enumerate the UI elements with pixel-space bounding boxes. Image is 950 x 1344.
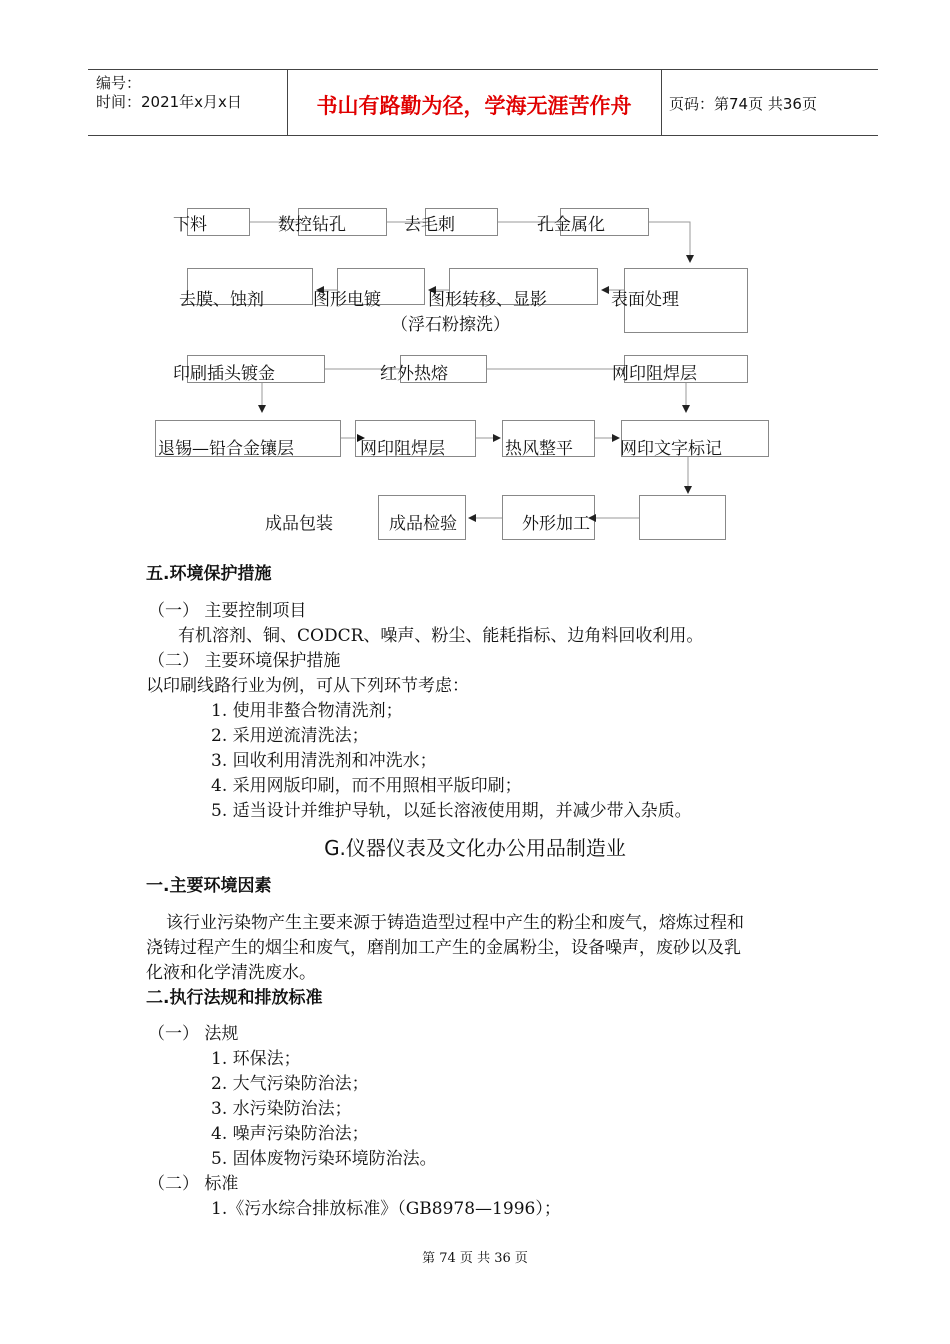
- flow-step-label: 网印阻焊层: [360, 439, 445, 459]
- flow-step-label: 去毛刺: [404, 215, 455, 235]
- flow-step-label: 印刷插头镀金: [173, 364, 275, 384]
- flow-step-label: 外形加工: [522, 514, 590, 534]
- subsection-heading: （二） 标准: [148, 1174, 239, 1194]
- list-item: 1. 使用非螯合物清洗剂；: [211, 701, 403, 721]
- flow-arrow: [649, 222, 690, 262]
- flow-step-label: 去膜、蚀剂: [179, 290, 264, 310]
- subsection-heading: （二） 主要环境保护措施: [148, 651, 341, 671]
- flow-step-label: 红外热熔: [380, 364, 448, 384]
- list-item: 5. 固体废物污染环境防治法。: [211, 1149, 437, 1169]
- list-item: 5. 适当设计并维护导轨，以延长溶液使用期，并减少带入杂质。: [211, 801, 692, 821]
- flow-step-label: 图形转移、显影: [428, 290, 547, 310]
- flow-step-label: 下料: [173, 215, 207, 235]
- paragraph-line: 浇铸过程产生的烟尘和废气，磨削加工产生的金属粉尘，设备噪声，废砂以及乳: [146, 938, 741, 958]
- list-item: 3. 回收利用清洗剂和冲洗水；: [211, 751, 437, 771]
- paragraph-line: 该行业污染物产生主要来源于铸造造型过程中产生的粉尘和废气，熔炼过程和: [166, 913, 744, 933]
- flow-step-label: 成品包装: [265, 514, 333, 534]
- list-item: 2. 采用逆流清洗法；: [211, 726, 369, 746]
- flow-step-label: 表面处理: [611, 290, 679, 310]
- flow-step-label: 孔金属化: [537, 215, 605, 235]
- section-heading: 一.主要环境因素: [146, 876, 272, 896]
- flow-step-label: 网印阻焊层: [612, 364, 697, 384]
- section-heading: 五.环境保护措施: [146, 564, 272, 584]
- flow-step-label: 网印文字标记: [620, 439, 722, 459]
- flow-step-label: 图形电镀: [313, 290, 381, 310]
- header-time-label: 时间：2021年x月x日: [96, 93, 242, 111]
- header-page-info: 页码：第74页 共36页: [669, 95, 817, 113]
- header-motto: 书山有路勤为径，学海无涯苦作舟: [316, 94, 632, 118]
- flow-step-label: 热风整平: [505, 439, 573, 459]
- flow-connectors: [0, 0, 950, 560]
- list-item: 2. 大气污染防治法；: [211, 1074, 369, 1094]
- list-item: 4. 噪声污染防治法；: [211, 1124, 369, 1144]
- flow-step-label: 数控钻孔: [278, 215, 346, 235]
- list-item: 4. 采用网版印刷，而不用照相平版印刷；: [211, 776, 522, 796]
- paragraph: 以印刷线路行业为例，可从下列环节考虑：: [146, 676, 469, 696]
- subsection-heading: （一） 法规: [148, 1024, 239, 1044]
- subsection-heading: （一） 主要控制项目: [148, 601, 307, 621]
- page-footer: 第 74 页 共 36 页: [422, 1251, 528, 1266]
- section-heading: 二.执行法规和排放标准: [146, 988, 323, 1008]
- list-item: 1.《污水综合排放标准》（GB8978—1996）；: [211, 1199, 561, 1219]
- flow-note: （浮石粉擦洗）: [391, 315, 510, 335]
- header-number-label: 编号：: [96, 74, 142, 92]
- flow-step-label: 退锡—铅合金镶层: [158, 439, 294, 459]
- flow-step-label: 成品检验: [389, 514, 457, 534]
- paragraph-line: 化液和化学清洗废水。: [146, 963, 316, 983]
- list-item: 1. 环保法；: [211, 1049, 301, 1069]
- chapter-title: G.仪器仪表及文化办公用品制造业: [324, 836, 626, 860]
- paragraph: 有机溶剂、铜、CODCR、噪声、粉尘、能耗指标、边角料回收利用。: [178, 626, 704, 646]
- list-item: 3. 水污染防治法；: [211, 1099, 352, 1119]
